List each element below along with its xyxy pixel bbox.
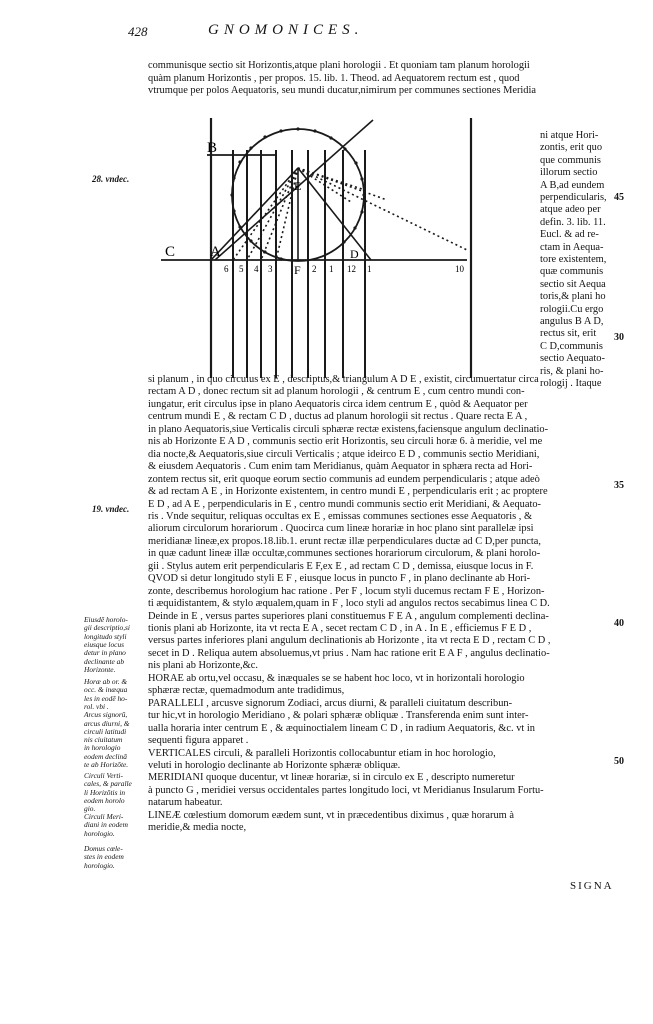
margin-note-line: li Horizōtis in — [84, 787, 126, 797]
margin-note-line: eodem declinā — [84, 751, 127, 761]
margin-note-line: stes in eodem — [84, 852, 124, 862]
margin-note-line: cales, & paralle — [84, 779, 132, 789]
text-line: que communis — [540, 154, 601, 166]
hour-number: 3 — [268, 264, 273, 274]
text-line: in plano Aequatoris,siue Verticalis circuli sphæræ rectæ existens,faciensque angulum declinatio- — [148, 423, 549, 435]
text-line: perpendicularis, — [540, 192, 607, 203]
hour-number: 10 — [455, 264, 464, 274]
text-line: nis ab Horizonte E A D , communis sectio erit Horizontis, seu circuli horæ 6. à meridie, vel me — [148, 436, 543, 448]
text-line: E D , ad A E , perpendicularis in E , centro mundi communis sectio erit Meridiani, & Aequato- — [148, 498, 542, 510]
text-line: MERIDIANI quoque ducentur, vt lineæ horariæ, si in circulo ex E , descripto numeretur — [148, 772, 515, 784]
margin-note-line: declinante ab — [84, 656, 125, 666]
text-line: si planum , in quo circulus ex E , descriptus,& triangulum A D E , existit, circumuertatur circa — [148, 374, 539, 385]
margin-note-line: in horologio — [84, 743, 121, 753]
text-line: illorum sectio — [540, 167, 598, 179]
margin-line-number: 40 — [614, 618, 624, 629]
margin-note-line: circuli latitudi — [84, 726, 127, 736]
label-F: F — [294, 263, 301, 277]
text-line: QVOD si detur longitudo styli E F , eiusque locus in puncto F , in plano declinante ab Hori- — [148, 573, 531, 585]
text-line: meridie,& media nocte, — [148, 822, 247, 834]
text-line: communisque sectio sit Horizontis,atque plani horologii . Et quoniam tam planum horologii — [148, 60, 530, 71]
margin-note-line: Horizonte. — [84, 664, 116, 674]
text-line: sectio sit Aequa — [540, 278, 606, 290]
margin-note-line: longitudo styli — [84, 631, 127, 641]
hour-number: 4 — [254, 264, 259, 274]
text-line: VERTICALES circuli, & paralleli Horizontis collocabuntur etiam in hoc horologio, — [148, 747, 496, 759]
text-line: zontis, erit quo — [540, 142, 603, 154]
margin-note-line: les in eodē ho- — [84, 693, 128, 703]
text-line: ti æquidistantem, & stylo æqualem,quam in F , loco styli ad angulos rectos secabimus linea C D. — [148, 598, 550, 610]
text-line: veluti in horologio declinante ab Horizonte sphæræ obliquæ. — [148, 759, 401, 771]
margin-note-line: Circuli Meri- — [84, 812, 124, 821]
margin-note-line: te ab Horizōte. — [84, 760, 129, 769]
margin-note-line: occ. & inæqua — [84, 685, 128, 695]
margin-line-number: 35 — [614, 480, 624, 491]
text-line: & ad rectam A E , in Horizonte existentem, in centro mundi E , perpendicularis erit ; ac proptere — [148, 486, 548, 498]
text-line: ris, & plani ho- — [540, 365, 604, 377]
text-line: dia nocte,& Aequatoris,siue circuli Verticalis ; atque ideirco E D , communis sectio Meridiani, — [148, 448, 540, 460]
margin-line-number: 45 — [614, 192, 624, 203]
text-line: rectam A D , donec rectum sit ad planum horologii , & centrum E , cum centro mundi con- — [148, 386, 525, 398]
text-line: LINEÆ cœlestium domorum eædem sunt, vt in præcedentibus diximus , quæ horarum à — [148, 809, 514, 821]
text-line: ni atque Hori- — [540, 130, 599, 141]
text-line: rologii.Cu ergo — [540, 303, 604, 315]
text-line: sectio Aequato- — [540, 353, 605, 365]
text-line: tore existentem, — [540, 254, 607, 265]
margin-reference: 19. vndec. — [92, 504, 130, 514]
text-line: defin. 3. lib. 11. — [540, 216, 606, 228]
margin-note-line: eodem horolo — [84, 795, 125, 805]
text-line: rectus sit, erit — [540, 328, 597, 340]
label-D: D — [350, 247, 359, 261]
running-head — [128, 22, 520, 42]
text-line: & eiusdem Aequatoris . Cum enim tam Meridianus, quàm Aequator in sphæra recta ad Hori- — [148, 461, 533, 473]
gnomonic-diagram — [155, 110, 535, 395]
text-line: centrum mundi E , & rectam C D , ductus ad planum horologii sit rectus . Quare recta E A , — [148, 411, 528, 423]
margin-note-line: gii descriptio,si — [84, 623, 130, 633]
text-line: C D,communis — [540, 340, 603, 352]
label-A: A — [210, 244, 221, 260]
text-line: quæ communis — [540, 266, 604, 278]
margin-note-line: eiusque locus — [84, 639, 125, 649]
hour-number: 12 — [347, 264, 356, 274]
text-line: zontem rectus sit, erit quoque eorum sectio communis ad eundem perpendicularis ; atque adeò — [148, 473, 540, 485]
text-line: nis plani ab Horizonte,&c. — [148, 660, 258, 672]
text-line: versus partes inferiores plani angulum declinationis ab Horizonte , ita vt recta E D , rectam C D , — [148, 635, 551, 647]
margin-note-line: detur in plano — [84, 648, 126, 658]
hour-number: 1 — [329, 264, 334, 274]
text-line: secet in D . Reliqua autem absoluemus,vt prius . Nam hac ratione erit E A F , angulus declinatio- — [148, 647, 550, 659]
hour-number: 6 — [224, 264, 229, 274]
text-line: sequenti figura apparet . — [148, 735, 249, 747]
text-line: vtrumque per polos Aequatoris, seu mundi ducatur,nimirum per communes sectiones Meridia — [148, 85, 536, 96]
text-line: angulus B A D, — [540, 316, 604, 327]
margin-note-line: Domus cœle- — [84, 844, 123, 853]
margin-reference: 28. vndec. — [92, 174, 130, 184]
margin-note-line: rol. vbi . — [84, 701, 109, 711]
hour-number: 5 — [239, 264, 244, 274]
text-line: toris,& plani ho — [540, 291, 606, 303]
text-line: Deinde in E , versus partes superiores plani constituemus F E A , angulum complementi declina- — [148, 610, 549, 622]
margin-note-line: Horæ ab or. & — [84, 677, 128, 686]
margin-note-line: Arcus signorū, — [84, 710, 128, 720]
text-line: sphæræ rectæ, quemadmodum ante tradidimus, — [148, 685, 345, 697]
margin-note-line: horologio. — [84, 828, 115, 838]
hour-number: 2 — [312, 264, 317, 274]
margin-note-line: nis ciuitatum — [84, 735, 123, 745]
catchword: SIGNA — [570, 880, 614, 892]
text-line: natarum habeatur. — [148, 797, 223, 809]
line-AE — [211, 168, 298, 260]
text-line: atque adeo per — [540, 204, 601, 216]
text-line: ctam in Aequa- — [540, 241, 604, 253]
text-line: à puncto G , meridiei versus occidentales partes longitudo loci, vt Meridianus Insularum Fortu- — [148, 784, 544, 796]
label-C: C — [165, 244, 176, 260]
margin-note-line: gio. — [84, 804, 96, 814]
margin-line-number: 50 — [614, 756, 624, 767]
text-line: quàm planum Horizontis , per propos. 15. lib. 1. Theod. ad Aequatorem rectum est , quod — [148, 72, 520, 84]
margin-note-line: arcus diurni, & — [84, 718, 130, 728]
margin-note-line: Circuli Verti- — [84, 771, 123, 780]
text-line: aliorum circulorum horariorum . Quocirca cum lineæ horariæ in hoc plano sint parallelæ ipsi — [148, 523, 534, 535]
hour-number: 1 — [367, 264, 372, 274]
text-line: Eucl. & ad re- — [540, 229, 599, 241]
text-line: HORAE ab ortu,vel occasu, & inæquales se se habent hoc loco, vt in horizontali horologio — [148, 672, 525, 684]
margin-note-line: Eiusdē horolo- — [84, 615, 128, 624]
margin-note-line: horologio. — [84, 860, 115, 870]
text-line: gii . Stylus autem erit perpendicularis E F,ex E , ad rectam C D , demissa, eiusque locus in F. — [148, 560, 534, 572]
text-line: tionis plani ab Horizonte, ita vt recta E A , secet rectam C D , in A . In E , efficiemus F E D , — [148, 623, 532, 634]
margin-line-number: 30 — [614, 332, 624, 343]
label-E: E — [294, 179, 302, 193]
text-line: in quæ cadunt lineæ illæ occultæ,communes sectiones horariorum circulorum, & plani horolo- — [148, 548, 541, 560]
margin-note-line: diani in eodem — [84, 820, 128, 830]
text-line: zonte, describemus horologium hac ratione . Per F , locum styli ducemus rectam F E , Horizon- — [148, 585, 545, 597]
page-number: 428 — [128, 24, 148, 39]
text-line: tur hic,vt in horologio Meridiano , & polari sphæræ obliquæ . Transferenda enim sunt inter- — [148, 710, 529, 722]
text-line: meridianæ lineæ,ex propos.18.lib.1. erunt rectæ illæ perpendiculares ductæ ad C D,per puncta, — [148, 535, 542, 547]
label-B: B — [207, 140, 218, 156]
text-line: ris . Vnde sequitur, reliquas occultas ex E , emissas communes sectiones esse Aequatoris , & — [148, 510, 533, 522]
text-line: iungatur, erit circulus ipse in plano Aequatoris circa idem centrum E , quòd & Aequator per — [148, 398, 528, 410]
running-title: GNOMONICES. — [208, 22, 364, 38]
text-line: ualla horaria inter centrum E , & æquinoctialem lineam C D , in radium Aequatoris, &c. vt in — [148, 722, 535, 734]
text-line: PARALLELI , arcusve signorum Zodiaci, arcus diurni, & paralleli ciuitatum describun- — [148, 697, 513, 709]
text-line: A B,ad eundem — [540, 179, 605, 191]
text-line: rologij . Itaque — [540, 378, 602, 389]
